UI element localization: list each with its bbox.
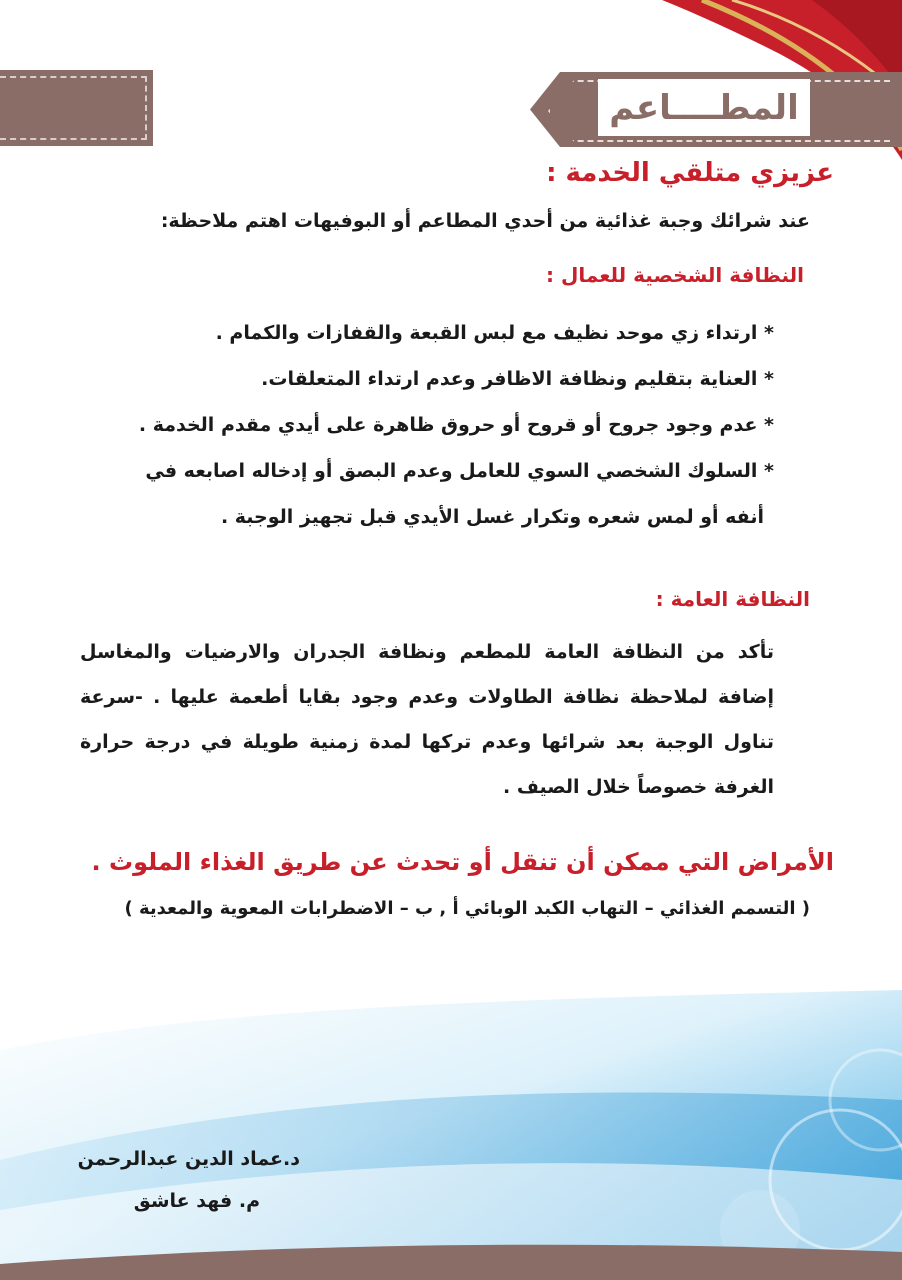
intro-text: عند شرائك وجبة غذائية من أحدي المطاعم أو البوفيهات اهتم ملاحظة:	[160, 210, 810, 232]
authors	[78, 1138, 300, 1222]
title-box	[598, 79, 810, 136]
list-item-continuation: أنفه أو لمس شعره وتكرار غسل الأيدي قبل تجهيز الوجبة .	[220, 506, 764, 528]
personal-hygiene-list	[124, 310, 774, 540]
left-header-bar	[0, 70, 153, 146]
list-item: * العناية بتقليم ونظافة الاظافر وعدم ارتداء المتعلقات.	[261, 368, 774, 390]
personal-hygiene-heading: النظافة الشخصية للعمال :	[546, 263, 804, 287]
general-hygiene-paragraph: تأكد من النظافة العامة للمطعم ونظافة الجدران والارضيات والمغاسل إضافة لملاحظة نظافة الطاولات وعدم وجود بقايا أطعمة عليها . -سرعة تناول الوجبة بعد شرائها وعدم تركها لمدة زمنية طويلة في درجة حرارة الغرفة خصوصاً خلال الصيف .	[80, 641, 774, 798]
bottom-wave-decoration	[0, 990, 902, 1280]
list-item: * السلوك الشخصي السوي للعامل وعدم البصق أو إدخاله اصابعه في	[145, 460, 774, 482]
author-line-2: م. فهد عاشق	[133, 1190, 260, 1212]
diseases-heading: الأمراض التي ممكن أن تنقل أو تحدث عن طريق الغذاء الملوث .	[91, 848, 834, 876]
diseases-list: ( التسمم الغذائي – التهاب الكبد الوبائي أ , ب – الاضطرابات المعوية والمعدية )	[124, 898, 810, 919]
list-item: * ارتداء زي موحد نظيف مع لبس القبعة والقفازات والكمام .	[215, 322, 774, 344]
greeting-heading: عزيزي متلقي الخدمة :	[546, 158, 834, 188]
author-line-1: د.عماد الدين عبدالرحمن	[77, 1148, 300, 1170]
general-hygiene-heading: النظافة العامة :	[655, 587, 810, 611]
list-item: * عدم وجود جروح أو قروح أو حروق ظاهرة على أيدي مقدم الخدمة .	[138, 414, 774, 436]
page-title: المطــــاعم	[609, 87, 799, 128]
